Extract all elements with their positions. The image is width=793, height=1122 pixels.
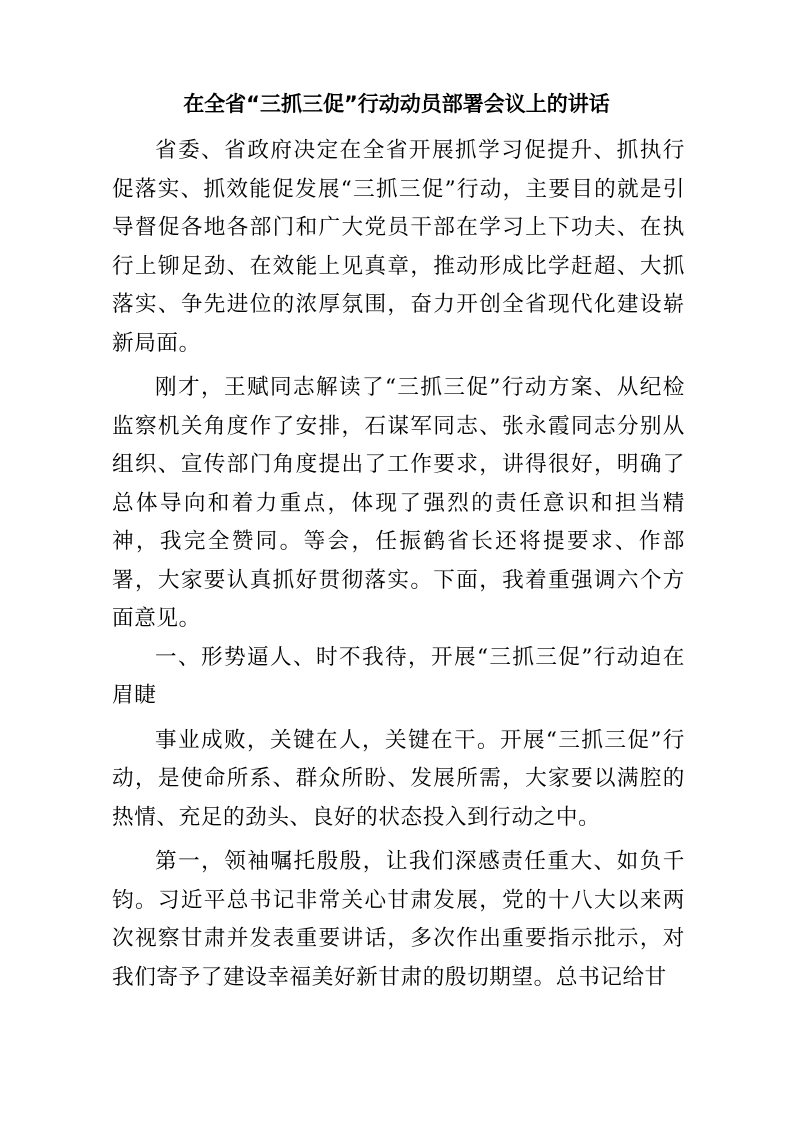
document-body [112, 132, 685, 997]
paragraph-remarks: 刚才，王赋同志解读了“三抓三促”行动方案、从纪检监察机关角度作了安排，石谋军同志、张永霞同志分别从组织、宣传部门角度提出了工作要求，讲得很好，明确了总体导向和着力重点，体现了强烈的责任意识和担当精神，我完全赞同。等会，任振鹤省长还将提要求、作部署，大家要认真抓好贯彻落实。下面，我着重强调六个方面意见。 [112, 375, 685, 631]
paragraph-intro: 省委、省政府决定在全省开展抓学习促提升、抓执行促落实、抓效能促发展“三抓三促”行动，主要目的就是引导督促各地各部门和广大党员干部在学习上下功夫、在执行上铆足劲、在效能上见真章，推动形成比学赶超、大抓落实、争先进位的浓厚氛围，奋力开创全省现代化建设崭新局面。 [112, 138, 685, 356]
paragraph-point-1: 第一，领袖嘱托殷殷，让我们深感责任重大、如负千钧。习近平总书记非常关心甘肃发展，党的十八大以来两次视察甘肃并发表重要讲话，多次作出重要指示批示，对我们寄予了建设幸福美好新甘肃的殷切期望。总书记给甘 [112, 849, 685, 990]
document-title: 在全省“三抓三促”行动动员部署会议上的讲话 [183, 92, 610, 116]
section-heading-1: 一、形势逼人、时不我待，开展“三抓三促”行动迫在眉睫 [112, 644, 685, 708]
paragraph-section-1-intro: 事业成败，关键在人，关键在干。开展“三抓三促”行动，是使命所系、群众所盼、发展所需，大家要以满腔的热情、充足的劲头、良好的状态投入到行动之中。 [112, 727, 685, 830]
